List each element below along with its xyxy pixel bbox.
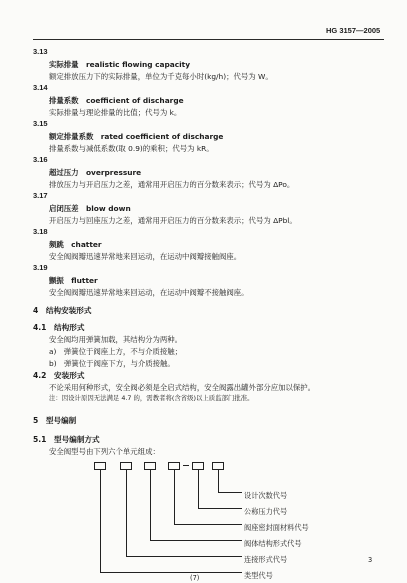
code-box-design-revision bbox=[212, 462, 224, 470]
section-heading: 4 结构安装形式 bbox=[33, 306, 92, 315]
term-definition: 开启压力与回座压力之差，通常用开启压力的百分数来表示；代号为 ΔPbl。 bbox=[49, 216, 297, 225]
connector-line bbox=[126, 556, 242, 557]
label-design-revision: 设计次数代号 bbox=[244, 491, 288, 500]
term-definition: 额定排放压力下的实际排量，单位为千克每小时(kg/h)；代号为 W。 bbox=[49, 72, 273, 81]
standard-code: HG 3157—2005 bbox=[326, 26, 381, 35]
term-heading: 实际排量 realistic flowing capacity bbox=[49, 60, 191, 69]
section-number: 3.15 bbox=[33, 119, 48, 128]
connector-line bbox=[100, 572, 242, 573]
label-seat-material: 阀座密封面材料代号 bbox=[244, 523, 309, 532]
paragraph: 安全阀型号由下列六个单元组成： bbox=[49, 447, 160, 456]
connector-line bbox=[100, 470, 101, 572]
code-box-body-structure bbox=[144, 462, 156, 470]
separator-dash bbox=[183, 465, 189, 466]
connector-line bbox=[174, 524, 242, 525]
section-number: 3.18 bbox=[33, 227, 48, 236]
list-item: b) 弹簧位于阀座下方，与介质接触。 bbox=[49, 359, 175, 368]
term-heading: 频跳 chatter bbox=[49, 240, 102, 249]
connector-line bbox=[150, 470, 151, 540]
connector-line bbox=[126, 470, 127, 556]
term-definition: 安全阀阀瓣迅速异常地来回运动，在运动中阀瓣不接触阀座。 bbox=[49, 288, 249, 297]
connector-line bbox=[198, 470, 199, 508]
term-heading: 颤振 flutter bbox=[49, 276, 98, 285]
term-heading: 额定排量系数 rated coefficient of discharge bbox=[49, 132, 224, 141]
code-box-type bbox=[94, 462, 106, 470]
paragraph: 不论采用何种形式，安全阀必须是全启式结构，安全阀露出罐外部分应加以保护。 bbox=[49, 383, 316, 392]
subsection-heading: 5.1 型号编制方式 bbox=[33, 435, 100, 444]
term-heading: 启闭压差 blow down bbox=[49, 204, 131, 213]
page-number-right: 3 bbox=[368, 556, 373, 564]
term-definition: 实际排量与理论排量的比值；代号为 k。 bbox=[49, 108, 182, 117]
term-definition: 排量系数与减低系数(取 0.9)的乘积；代号为 kR。 bbox=[49, 144, 214, 153]
section-number: 3.16 bbox=[33, 155, 48, 164]
label-connection: 连接形式代号 bbox=[244, 555, 288, 564]
section-number: 3.17 bbox=[33, 191, 48, 200]
subsection-heading: 4.1 结构形式 bbox=[33, 323, 85, 332]
page-number-center: (7) bbox=[190, 574, 200, 582]
subsection-heading: 4.2 安装形式 bbox=[33, 371, 85, 380]
connector-line bbox=[218, 492, 242, 493]
code-box-connection bbox=[120, 462, 132, 470]
section-number: 3.19 bbox=[33, 263, 48, 272]
section-heading: 5 型号编制 bbox=[33, 416, 77, 425]
term-definition: 安全阀阀瓣迅速异常地来回运动，在运动中阀瓣接触阀座。 bbox=[49, 252, 242, 261]
section-number: 3.14 bbox=[33, 83, 48, 92]
label-nominal-pressure: 公称压力代号 bbox=[244, 507, 288, 516]
term-heading: 排量系数 coefficient of discharge bbox=[49, 96, 184, 105]
model-code-diagram bbox=[0, 0, 407, 130]
term-heading: 超过压力 overpressure bbox=[49, 168, 142, 177]
code-box-seat-material bbox=[168, 462, 180, 470]
connector-line bbox=[174, 470, 175, 524]
connector-line bbox=[218, 470, 219, 492]
connector-line bbox=[198, 508, 242, 509]
list-item: a) 弹簧位于阀座上方，不与介质接触； bbox=[49, 347, 183, 356]
term-definition: 排放压力与开启压力之差，通常用开启压力的百分数来表示；代号为 ΔPo。 bbox=[49, 180, 295, 189]
section-number: 3.13 bbox=[33, 47, 48, 56]
paragraph: 安全阀均用弹簧加载，其结构分为两种。 bbox=[49, 335, 183, 344]
code-box-pressure bbox=[192, 462, 204, 470]
note: 注：因设计原因无法满足 4.7 的，需教者将(含省级)以上质监部门批准。 bbox=[49, 394, 254, 402]
label-body-structure: 阀体结构形式代号 bbox=[244, 539, 302, 548]
label-type: 类型代号 bbox=[244, 571, 273, 580]
connector-line bbox=[150, 540, 242, 541]
